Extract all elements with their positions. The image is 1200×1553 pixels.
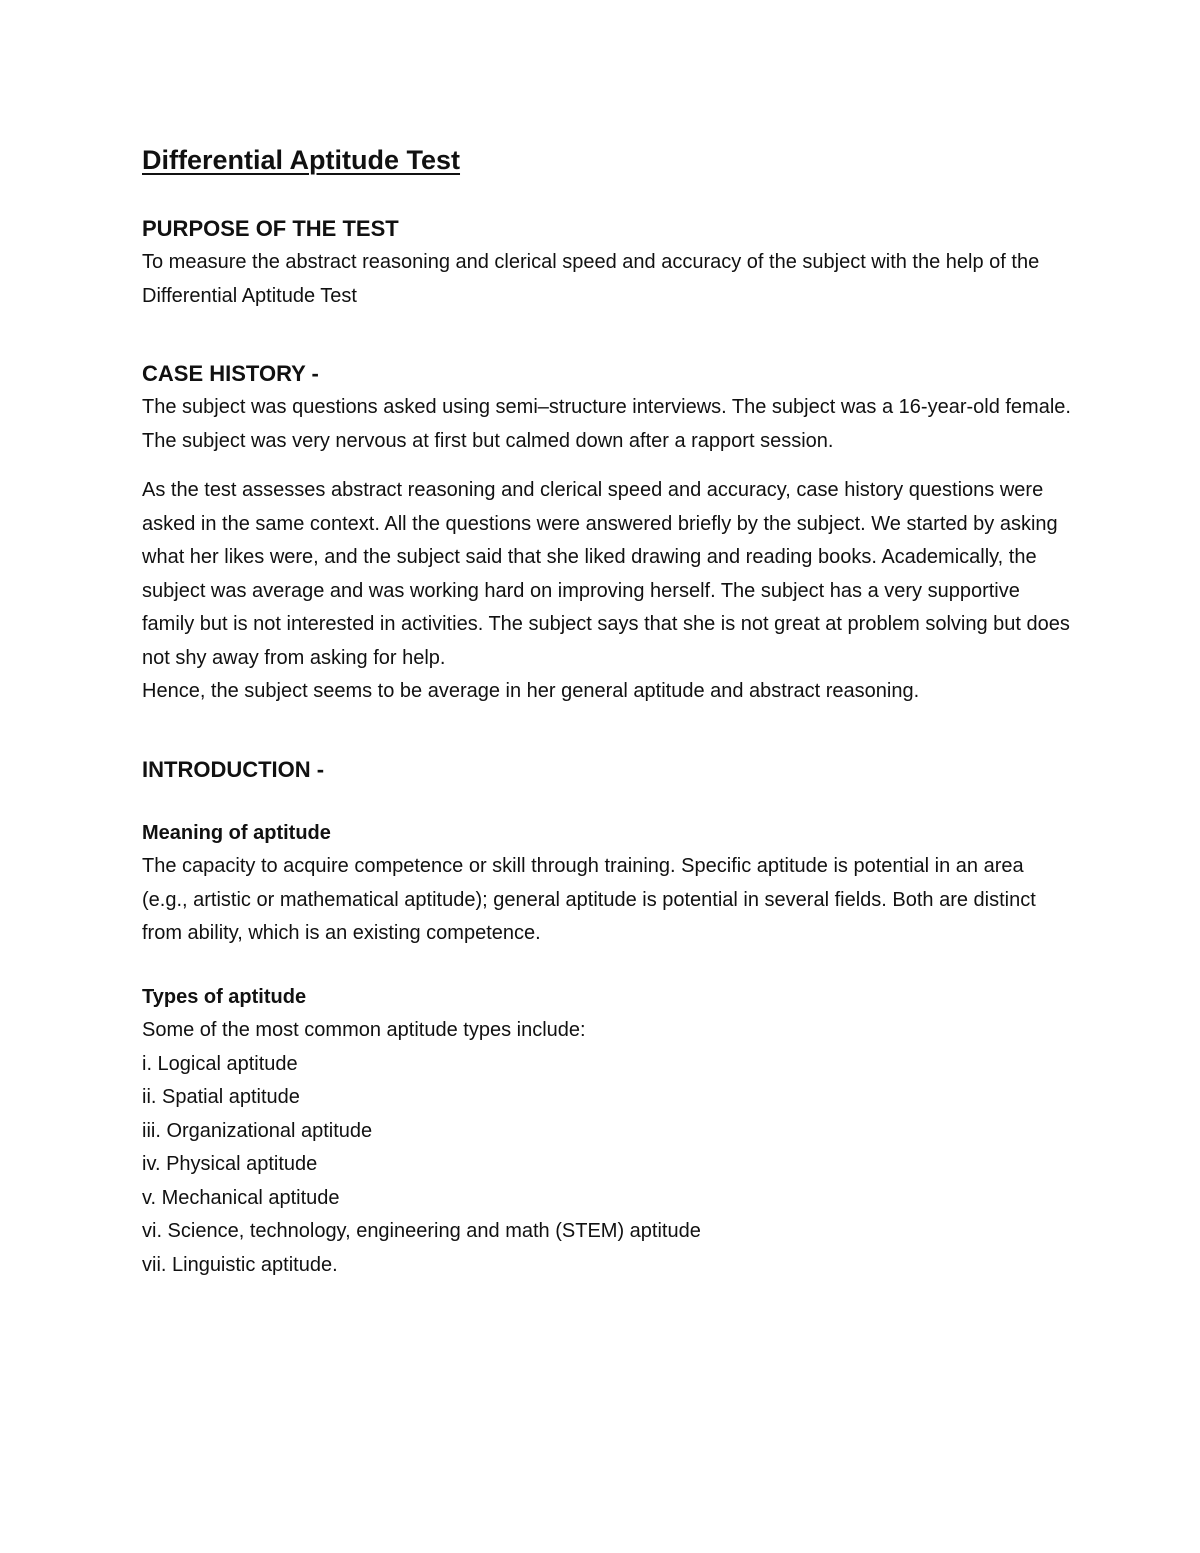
purpose-text: To measure the abstract reasoning and clerical speed and accuracy of the subject with the help of the Differential Aptitude Test: [142, 251, 1040, 307]
aptitude-types-list: [142, 1048, 1072, 1283]
introduction-heading: INTRODUCTION -: [142, 756, 325, 782]
list-item: iii. Organizational aptitude: [142, 1119, 373, 1142]
document-title: Differential Aptitude Test: [142, 145, 461, 175]
spacer: [142, 951, 1072, 981]
spacer: [142, 709, 1072, 753]
spacer: [142, 787, 1072, 817]
list-item: vi. Science, technology, engineering and math (STEM) aptitude: [142, 1220, 701, 1242]
document-page: [142, 138, 1072, 1282]
spacer: [142, 458, 1072, 474]
case-history-paragraph-2: As the test assesses abstract reasoning and clerical speed and accuracy, case history questions were asked in the same context. All the questions were answered briefly by the subject. We started by asking what her likes were, and the subject said that she liked drawing and reading books. Academically, the subject was average and was working hard on improving herself. The subject has a very supportive family but is not interested in activities. The subject says that she is not great at problem solving but does not shy away from asking for help.: [142, 479, 1070, 669]
types-of-aptitude-intro: Some of the most common aptitude types include:: [142, 1019, 586, 1041]
list-item: ii. Spatial aptitude: [142, 1086, 300, 1108]
meaning-of-aptitude-text: The capacity to acquire competence or skill through training. Specific aptitude is potential in an area (e.g., artistic or mathematical aptitude); general aptitude is potential in several fields. Both are distinct from ability, which is an existing competence.: [142, 855, 1036, 944]
purpose-heading: PURPOSE OF THE TEST: [142, 216, 399, 241]
list-item: i. Logical aptitude: [142, 1052, 298, 1075]
case-history-paragraph-1: The subject was questions asked using semi–structure interviews. The subject was a 16-year-old female. The subject was very nervous at first but calmed down after a rapport session.: [142, 396, 1071, 452]
list-item: iv. Physical aptitude: [142, 1153, 318, 1175]
case-history-heading: CASE HISTORY -: [142, 361, 319, 386]
case-history-paragraph-3: Hence, the subject seems to be average in her general aptitude and abstract reasoning.: [142, 680, 920, 702]
types-of-aptitude-heading: Types of aptitude: [142, 985, 307, 1008]
list-item: vii. Linguistic aptitude.: [142, 1253, 338, 1276]
spacer: [142, 313, 1072, 357]
list-item: v. Mechanical aptitude: [142, 1186, 340, 1209]
meaning-of-aptitude-heading: Meaning of aptitude: [142, 821, 331, 844]
